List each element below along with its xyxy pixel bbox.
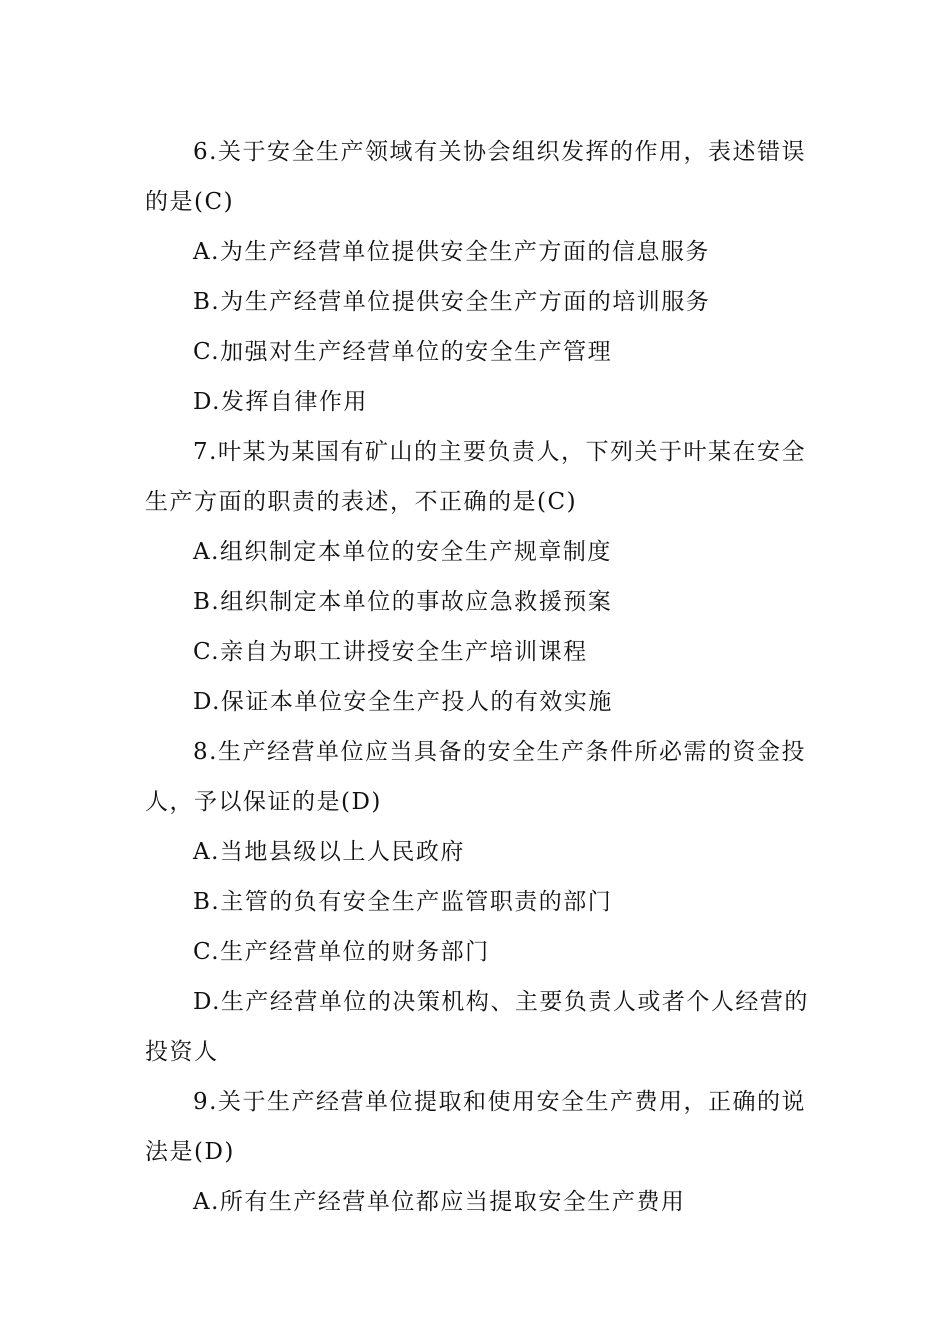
question-8: [145, 727, 809, 1077]
document-body: [145, 127, 809, 1227]
option-c: C.亲自为职工讲授安全生产培训课程: [193, 639, 588, 665]
option-c: C.生产经营单位的财务部门: [193, 939, 490, 965]
option-d-continuation: 投资人: [145, 1039, 219, 1065]
option-b: B.为生产经营单位提供安全生产方面的培训服务: [193, 289, 711, 315]
option-b: B.主管的负有安全生产监管职责的部门: [193, 889, 613, 915]
question-9: [145, 1077, 806, 1227]
option-a: A.当地县级以上人民政府: [193, 839, 465, 865]
option-d: D.发挥自律作用: [193, 389, 368, 415]
question-7: [145, 427, 806, 727]
question-stem-continuation: 人，予以保证的是(D): [145, 789, 382, 815]
question-stem: 7.叶某为某国有矿山的主要负责人，下列关于叶某在安全: [193, 439, 806, 465]
option-d: D.保证本单位安全生产投人的有效实施: [193, 689, 613, 715]
option-b: B.组织制定本单位的事故应急救援预案: [193, 589, 613, 615]
question-stem: 6.关于安全生产领域有关协会组织发挥的作用，表述错误: [193, 139, 806, 165]
option-a: A.所有生产经营单位都应当提取安全生产费用: [193, 1189, 686, 1215]
question-stem: 9.关于生产经营单位提取和使用安全生产费用，正确的说: [193, 1089, 806, 1115]
question-stem: 8.生产经营单位应当具备的安全生产条件所必需的资金投: [193, 739, 806, 765]
question-stem-continuation: 的是(C): [145, 189, 235, 215]
question-stem-continuation: 法是(D): [145, 1139, 235, 1165]
question-6: [145, 127, 806, 427]
option-c: C.加强对生产经营单位的安全生产管理: [193, 339, 613, 365]
question-stem-continuation: 生产方面的职责的表述，不正确的是(C): [145, 489, 578, 515]
option-a: A.为生产经营单位提供安全生产方面的信息服务: [193, 239, 710, 265]
option-d: D.生产经营单位的决策机构、主要负责人或者个人经营的: [193, 989, 809, 1015]
option-a: A.组织制定本单位的安全生产规章制度: [193, 539, 612, 565]
